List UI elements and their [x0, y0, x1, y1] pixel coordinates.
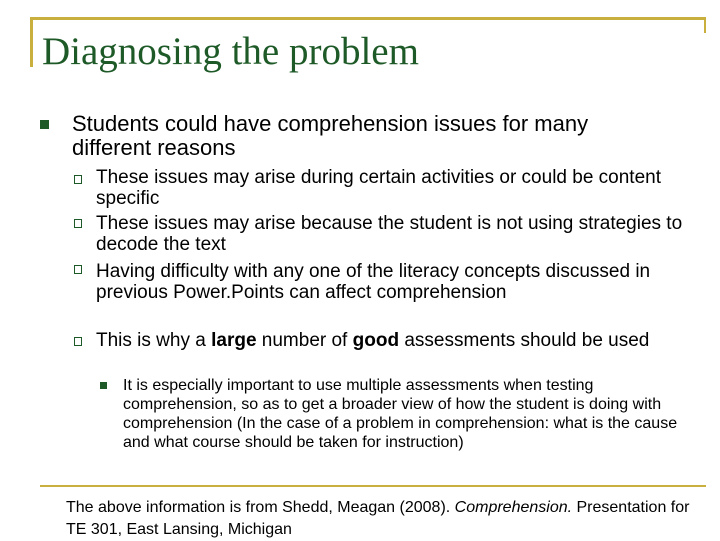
frame-right-rule [704, 17, 706, 33]
hollow-square-bullet-icon [74, 337, 82, 346]
sub-bullet-1: These issues may arise during certain activities or could be content specific [96, 167, 661, 209]
sub-bullet-2: These issues may arise because the student is not using strategies to decode the text [96, 213, 683, 255]
source-post: Presentation for TE 301, East Lansing, Michigan [66, 499, 690, 538]
sub-bullet-3: Having difficulty with any one of the literacy concepts discussed in previous Power.Points can affect comprehension [96, 261, 651, 303]
bottom-rule [40, 485, 706, 487]
square-bullet-icon [100, 382, 107, 389]
hollow-square-bullet-icon [74, 265, 82, 274]
sub-bullet-4 [96, 330, 686, 351]
sub-bullet-4-pre: This is why a [96, 330, 212, 351]
square-bullet-icon [40, 120, 49, 129]
main-bullet-text: Students could have comprehension issues for many different reasons [72, 111, 589, 160]
slide-title: Diagnosing the problem [42, 30, 419, 73]
source-italic-title: Comprehension. [454, 499, 573, 516]
sub-bullet-4-bold-good: good [352, 330, 400, 351]
frame-top-rule [30, 17, 706, 20]
sub-bullet-4-post: assessments should be used [399, 330, 650, 351]
hollow-square-bullet-icon [74, 175, 82, 184]
sub-bullet-4-bold-large: large [211, 330, 257, 351]
sub-bullet-4-mid: number of [256, 330, 353, 351]
source-pre: The above information is from Shedd, Meagan (2008). [66, 499, 455, 516]
sub-sub-bullet-text: It is especially important to use multiple assessments when testing comprehension, so as to get a broader view of how the student is doing with comprehension (In the case of a problem in comprehension: what is the cause and what course should be taken for instruction) [123, 377, 678, 451]
hollow-square-bullet-icon [74, 219, 82, 228]
frame-left-rule [30, 17, 33, 67]
source-citation [66, 497, 706, 541]
